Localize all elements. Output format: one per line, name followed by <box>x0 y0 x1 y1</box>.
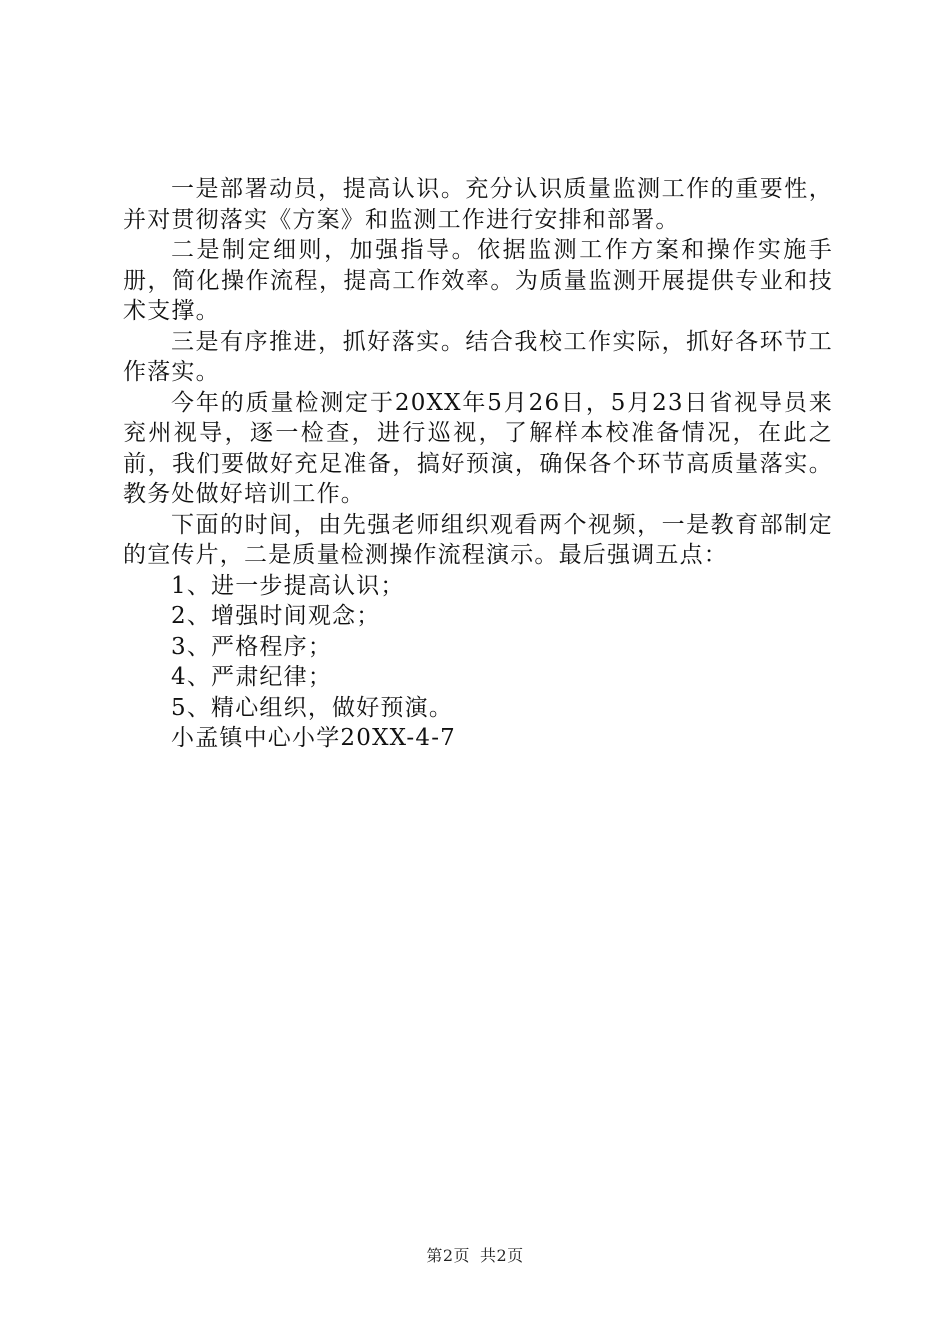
document-body <box>123 174 833 754</box>
page-number-total: 共2页 <box>480 1246 524 1265</box>
page-number-current: 第2页 <box>426 1246 470 1265</box>
page-footer <box>0 1243 950 1266</box>
list-item: 5、精心组织，做好预演。 <box>171 694 454 721</box>
emphasis-list <box>123 571 833 724</box>
paragraph-guidelines: 二是制定细则，加强指导。依据监测工作方案和操作实施手册，简化操作流程，提高工作效率。为质量监测开展提供专业和技术支撑。 <box>123 237 833 324</box>
signature-line: 小孟镇中心小学20XX-4-7 <box>171 725 457 751</box>
paragraph-deployment: 一是部署动员，提高认识。充分认识质量监测工作的重要性，并对贯彻落实《方案》和监测工作进行安排和部署。 <box>123 176 833 233</box>
list-item: 1、进一步提高认识； <box>171 572 405 599</box>
paragraph-implementation: 三是有序推进，抓好落实。结合我校工作实际，抓好各环节工作落实。 <box>123 328 833 385</box>
paragraph-schedule: 今年的质量检测定于20XX年5月26日，5月23日省视导员来兖州视导，逐一检查，进行巡视，了解样本校准备情况，在此之前，我们要做好充足准备，搞好预演，确保各个环节高质量落实。教务处做好培训工作。 <box>123 389 833 507</box>
paragraph-video: 下面的时间，由先强老师组织观看两个视频，一是教育部制定的宣传片，二是质量检测操作流程演示。最后强调五点： <box>123 511 833 568</box>
list-item: 2、增强时间观念； <box>171 603 381 629</box>
list-item: 4、严肃纪律； <box>171 664 333 690</box>
list-item: 3、严格程序； <box>171 633 333 660</box>
